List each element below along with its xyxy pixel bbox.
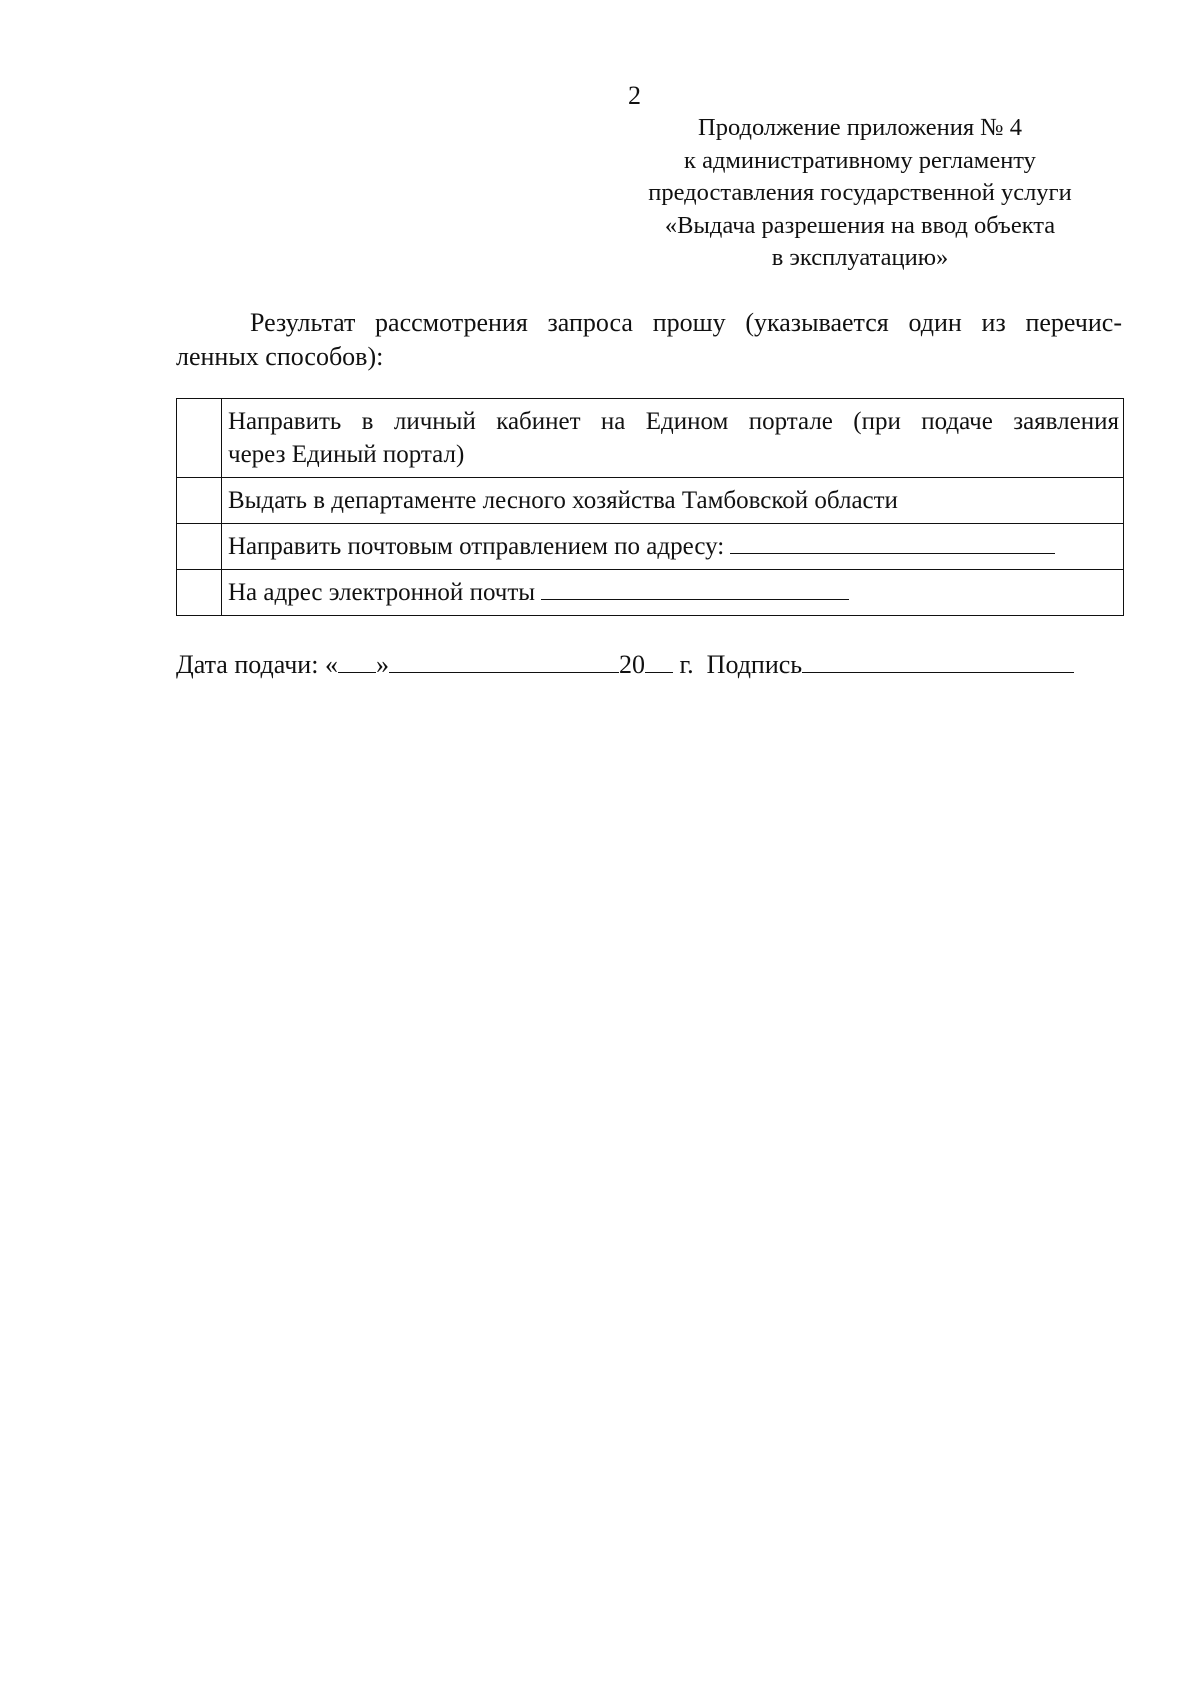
option-checkbox[interactable] (177, 570, 222, 616)
intro-line: Результат рассмотрения запроса прошу (указывается один из перечис- (250, 308, 1122, 337)
option-label (222, 524, 1124, 570)
signature-line (176, 648, 1074, 682)
option-checkbox[interactable] (177, 524, 222, 570)
day-blank[interactable] (338, 648, 376, 673)
year-blank[interactable] (645, 648, 673, 673)
signature-blank[interactable] (802, 648, 1074, 673)
quote-close: » (375, 650, 389, 679)
intro-paragraph (176, 306, 1122, 374)
appendix-header (600, 112, 1120, 275)
month-blank[interactable] (389, 648, 619, 673)
postal-address-blank[interactable] (730, 531, 1055, 554)
year-prefix: 20 (618, 650, 645, 679)
option-row (177, 524, 1124, 570)
option-label (222, 570, 1124, 616)
signature-label: Подпись (706, 650, 803, 679)
email-option-text: На адрес электронной почты (228, 579, 536, 606)
appendix-header-line: к административному регламенту (684, 146, 1036, 174)
option-checkbox[interactable] (177, 399, 222, 478)
year-suffix: г. (679, 650, 694, 679)
option-label (222, 478, 1124, 524)
appendix-header-line: в эксплуатацию» (771, 244, 949, 271)
appendix-header-line: Продолжение приложения № 4 (698, 114, 1022, 141)
date-label: Дата подачи: (176, 650, 319, 679)
option-row (177, 478, 1124, 524)
option-label-line: Направить в личный кабинет на Едином портале (при подаче заявления (228, 408, 1119, 435)
appendix-header-line: предоставления государственной услуги (648, 179, 1072, 206)
delivery-options-table (176, 398, 1124, 616)
appendix-header-line: «Выдача разрешения на ввод объекта (664, 211, 1056, 239)
option-label (222, 399, 1124, 478)
page-number: 2 (628, 81, 641, 110)
quote-open: « (324, 650, 338, 679)
email-address-blank[interactable] (541, 577, 849, 600)
intro-line: ленных способов): (176, 342, 384, 371)
option-row (177, 399, 1124, 478)
option-label-line (228, 530, 1119, 563)
option-label-line: Выдать в департаменте лесного хозяйства Тамбовской области (228, 487, 898, 514)
postal-option-text: Направить почтовым отправлением по адресу: (228, 533, 725, 560)
option-label-line: через Единый портал) (228, 441, 465, 468)
option-row (177, 570, 1124, 616)
option-label-line (228, 576, 1119, 609)
option-checkbox[interactable] (177, 478, 222, 524)
